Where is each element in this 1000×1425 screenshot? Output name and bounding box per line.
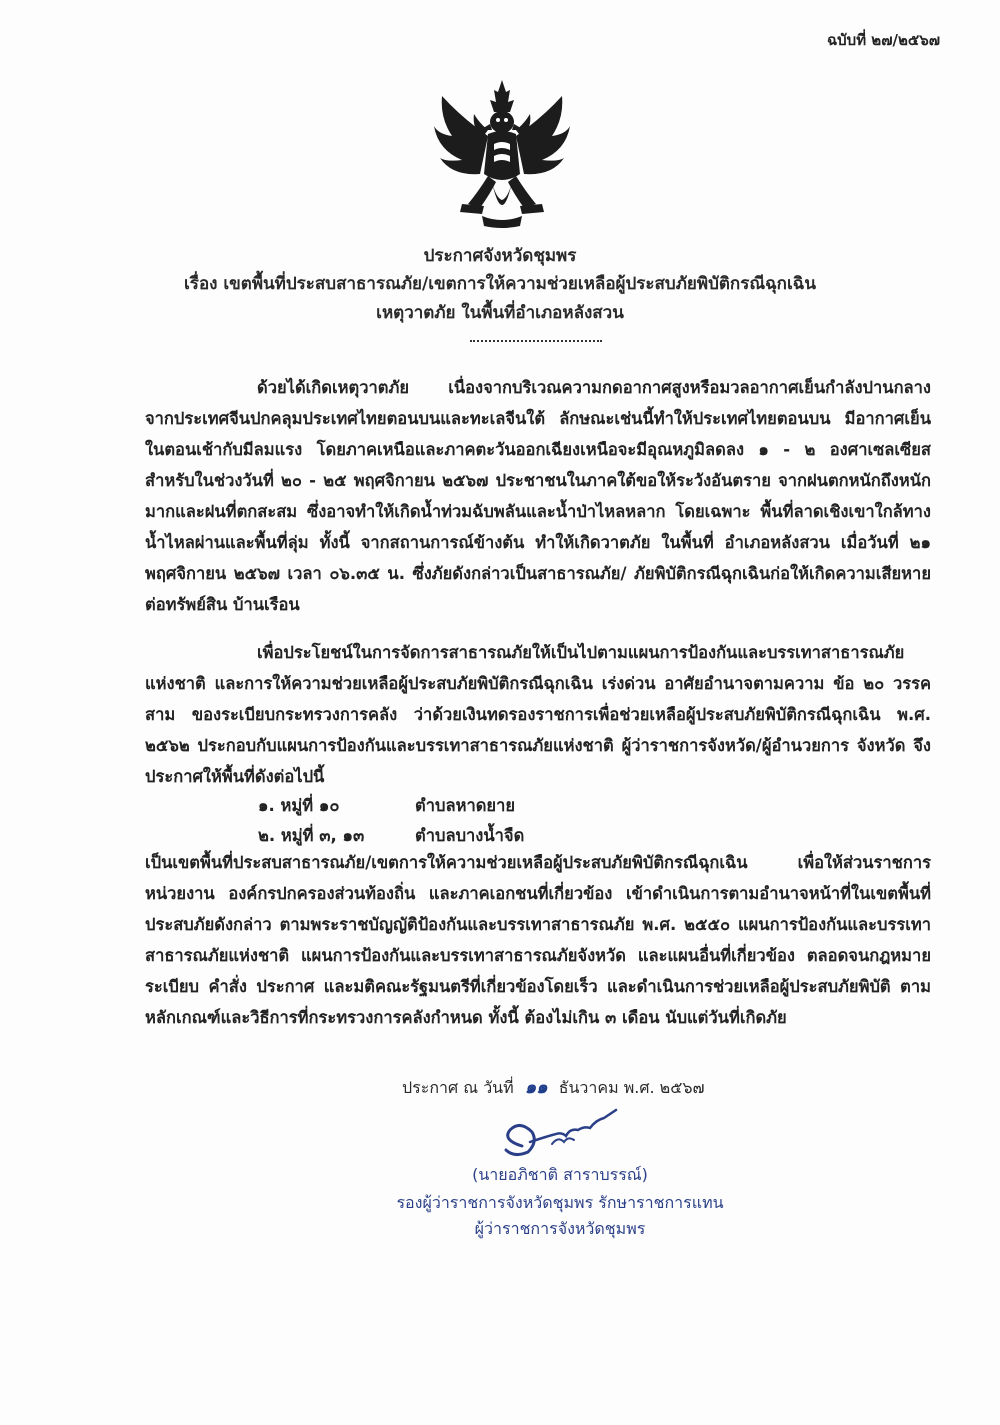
list-item-tambon: ตำบลบางน้ำจืด <box>415 826 525 845</box>
signatory-name: (นายอภิชาติ สาราบรรณ์) <box>472 1165 648 1184</box>
body-paragraph-2: เพื่อประโยชน์ในการจัดการสาธารณภัยให้เป็นไปตามแผนการป้องกันและบรรเทาสาธารณภัย แห่งชาติ และการให้ความช่วยเหลือผู้ประสบภัยพิบัติกรณีฉุกเฉิน เร่งด่วน อาศัยอำนาจตามความ ข้อ ๒๐ วรรคสาม ของระเบียบกระทรวงการคลัง ว่าด้วยเงินทดรองราชการเพื่อช่วยเหลือผู้ประสบภัยพิบัติกรณีฉุกเฉิน พ.ศ. ๒๕๖๒ ประกอบกับแผนการป้องกันและบรรเทาสาธารณภัยแห่งชาติ ผู้ว่าราชการจังหวัด/ผู้อำนวยการ จังหวัด จึงประกาศให้พื้นที่ดังต่อไปนี้ <box>145 643 931 786</box>
list-item-village: ๒. หมู่ที่ ๓, ๑๓ <box>258 826 365 845</box>
list-item-village: ๑. หมู่ที่ ๑๐ <box>258 796 340 815</box>
list-item-tambon: ตำบลหาดยาย <box>415 796 516 815</box>
garuda-emblem-icon <box>432 78 572 230</box>
announcement-title: ประกาศจังหวัดชุมพร <box>423 246 577 266</box>
signatory-position-acting: ผู้ว่าราชการจังหวัดชุมพร <box>474 1219 646 1238</box>
body-paragraph-3: เป็นเขตพื้นที่ประสบสาธารณภัย/เขตการให้ความช่วยเหลือผู้ประสบภัยพิบัติกรณีฉุกเฉิน เพื่อให้ส่วนราชการ หน่วยงาน องค์กรปกครองส่วนท้องถิ่น และภาคเอกชนที่เกี่ยวข้อง เข้าดำเนินการตามอำนาจหน้าที่ในเขตพื้นที่ ประสบภัยดังกล่าว ตามพระราชบัญญัติป้องกันและบรรเทาสาธารณภัย พ.ศ. ๒๕๕๐ แผนการป้องกันและบรรเทา สาธารณภัยแห่งชาติ แผนการป้องกันและบรรเทาสาธารณภัยจังหวัด และแผนอื่นที่เกี่ยวข้อง ตลอดจนกฎหมาย ระเบียบ คำสั่ง ประกาศ และมติคณะรัฐมนตรีที่เกี่ยวข้องโดยเร็ว และดำเนินการช่วยเหลือผู้ประสบภัยพิบัติ ตามหลักเกณฑ์และวิธีการที่กระทรวงการคลังกำหนด ทั้งนี้ ต้องไม่เกิน ๓ เดือน นับแต่วันที่เกิดภัย <box>145 853 931 1027</box>
body-paragraph-1: ด้วยได้เกิดเหตุวาตภัย เนื่องจากบริเวณความกดอากาศสูงหรือมวลอากาศเย็นกำลังปานกลาง จากประเทศจีนปกคลุมประเทศไทยตอนบนและทะเลจีนใต้ ลักษณะเช่นนี้ทำให้ประเทศไทยตอนบน มีอากาศเย็นในตอนเช้ากับมีลมแรง โดยภาคเหนือและภาคตะวันออกเฉียงเหนือจะมีอุณหภูมิลดลง ๑ - ๒ องศาเซลเซียส สำหรับในช่วงวันที่ ๒๐ - ๒๕ พฤศจิกายน ๒๕๖๗ ประชาชนในภาคใต้ขอให้ระวังอันตราย จากฝนตกหนักถึงหนักมากและฝนที่ตกสะสม ซึ่งอาจทำให้เกิดน้ำท่วมฉับพลันและน้ำป่าไหลหลาก โดยเฉพาะ พื้นที่ลาดเชิงเขาใกล้ทางน้ำไหลผ่านและพื้นที่ลุ่ม ทั้งนี้ จากสถานการณ์ข้างต้น ทำให้เกิดวาตภัย ในพื้นที่ อำเภอหลังสวน เมื่อวันที่ ๒๑ พฤศจิกายน ๒๕๖๗ เวลา ๐๖.๓๕ น. ซึ่งภัยดังกล่าวเป็นสาธารณภัย/ ภัยพิบัติกรณีฉุกเฉินก่อให้เกิดความเสียหายต่อทรัพย์สิน บ้านเรือน <box>145 378 931 614</box>
signatory-position: รองผู้ว่าราชการจังหวัดชุมพร รักษาราชการแทน <box>396 1193 724 1212</box>
date-month-year: ธันวาคม พ.ศ. ๒๕๖๗ <box>558 1078 705 1097</box>
date-prefix: ประกาศ ณ วันที่ <box>402 1078 514 1097</box>
announcement-date <box>402 1072 705 1101</box>
separator-dotted <box>470 340 602 342</box>
announcement-subject: เรื่อง เขตพื้นที่ประสบสาธารณภัย/เขตการให้ความช่วยเหลือผู้ประสบภัยพิบัติกรณีฉุกเฉิน <box>184 274 816 294</box>
announcement-subject-detail: เหตุวาตภัย ในพื้นที่อำเภอหลังสวน <box>376 303 624 323</box>
date-day-handwritten: ๑๑ <box>524 1077 548 1098</box>
handwritten-signature-icon <box>492 1106 642 1166</box>
document-number: ฉบับที่ ๒๗/๒๕๖๗ <box>826 31 940 49</box>
